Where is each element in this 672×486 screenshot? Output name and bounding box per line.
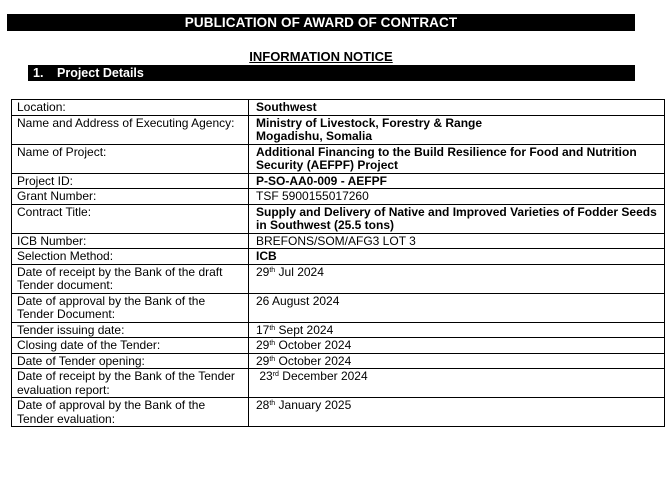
- eval-receipt-suffix: rd: [272, 371, 279, 378]
- row-location: [12, 100, 665, 116]
- section-title: Project Details: [57, 66, 144, 80]
- row-project-id: [12, 173, 665, 189]
- selection-method-value: ICB: [249, 249, 665, 265]
- eval-approval-rest: January 2025: [275, 398, 352, 412]
- eval-approval-value: [249, 398, 665, 427]
- grant-number-value: TSF 5900155017260: [249, 189, 665, 205]
- project-id-value: P-SO-AA0-009 - AEFPF: [249, 173, 665, 189]
- opening-date-value: [249, 353, 665, 369]
- project-details-table: [11, 99, 665, 427]
- eval-receipt-label: Date of receipt by the Bank of the Tender evaluation report:: [12, 369, 249, 398]
- eval-receipt-rest: December 2024: [278, 369, 368, 383]
- row-project-name: [12, 144, 665, 173]
- row-icb-number: [12, 233, 665, 249]
- draft-receipt-suffix: th: [269, 266, 276, 274]
- row-issuing-date: [12, 322, 665, 338]
- row-opening-date: [12, 353, 665, 369]
- opening-date-rest: October 2024: [275, 353, 352, 368]
- contract-title-label: Contract Title:: [12, 204, 249, 233]
- eval-receipt-day: 23: [259, 369, 273, 383]
- issuing-date-suffix: th: [269, 324, 276, 332]
- row-grant-number: [12, 189, 665, 205]
- agency-label: Name and Address of Executing Agency:: [12, 115, 249, 144]
- eval-approval-suffix: th: [269, 400, 276, 407]
- information-notice-heading: INFORMATION NOTICE: [249, 49, 393, 64]
- doc-approval-value: 26 August 2024: [249, 293, 665, 322]
- row-executing-agency: [12, 115, 665, 144]
- agency-address: Mogadishu, Somalia: [256, 129, 373, 143]
- closing-date-day: 29: [256, 338, 270, 352]
- project-name-label: Name of Project:: [12, 144, 249, 173]
- closing-date-rest: October 2024: [275, 338, 352, 352]
- agency-name: Ministry of Livestock, Forestry & Range: [256, 115, 483, 130]
- row-eval-receipt: [12, 369, 665, 398]
- location-label: Location:: [12, 100, 249, 116]
- row-doc-approval: [12, 293, 665, 322]
- draft-receipt-value: [249, 264, 665, 293]
- opening-date-suffix: th: [269, 355, 276, 363]
- draft-receipt-day: 29: [256, 264, 270, 279]
- row-eval-approval: [12, 398, 665, 427]
- doc-approval-label: Date of approval by the Bank of the Tender Document:: [12, 293, 249, 322]
- section-heading: [28, 65, 635, 81]
- issuing-date-day: 17: [256, 322, 270, 337]
- closing-date-label: Closing date of the Tender:: [12, 338, 249, 354]
- row-closing-date: [12, 338, 665, 354]
- eval-approval-day: 28: [256, 398, 270, 412]
- closing-date-suffix: th: [269, 340, 276, 347]
- project-id-label: Project ID:: [12, 173, 249, 189]
- icb-number-label: ICB Number:: [12, 233, 249, 249]
- draft-receipt-label: Date of receipt by the Bank of the draft Tender document:: [12, 264, 249, 293]
- draft-receipt-rest: Jul 2024: [275, 264, 324, 279]
- section-number: 1.: [33, 66, 44, 80]
- eval-approval-label: Date of approval by the Bank of the Tender evaluation:: [12, 398, 249, 427]
- opening-date-day: 29: [256, 353, 270, 368]
- issuing-date-value: [249, 322, 665, 338]
- closing-date-value: [249, 338, 665, 354]
- agency-value: [249, 115, 665, 144]
- issuing-date-label: Tender issuing date:: [12, 322, 249, 338]
- row-contract-title: [12, 204, 665, 233]
- icb-number-value: BREFONS/SOM/AFG3 LOT 3: [249, 233, 665, 249]
- grant-number-label: Grant Number:: [12, 189, 249, 205]
- opening-date-label: Date of Tender opening:: [12, 353, 249, 369]
- issuing-date-rest: Sept 2024: [275, 322, 334, 337]
- row-draft-receipt: [12, 264, 665, 293]
- row-selection-method: [12, 249, 665, 265]
- document-title: PUBLICATION OF AWARD OF CONTRACT: [7, 14, 635, 31]
- contract-title-value: Supply and Delivery of Native and Improved Varieties of Fodder Seeds in Southwest (25.5 tons): [249, 204, 665, 233]
- project-name-value: Additional Financing to the Build Resilience for Food and Nutrition Security (AEFPF) Project: [249, 144, 665, 173]
- eval-receipt-value: [249, 369, 665, 398]
- selection-method-label: Selection Method:: [12, 249, 249, 265]
- location-value: Southwest: [249, 100, 665, 116]
